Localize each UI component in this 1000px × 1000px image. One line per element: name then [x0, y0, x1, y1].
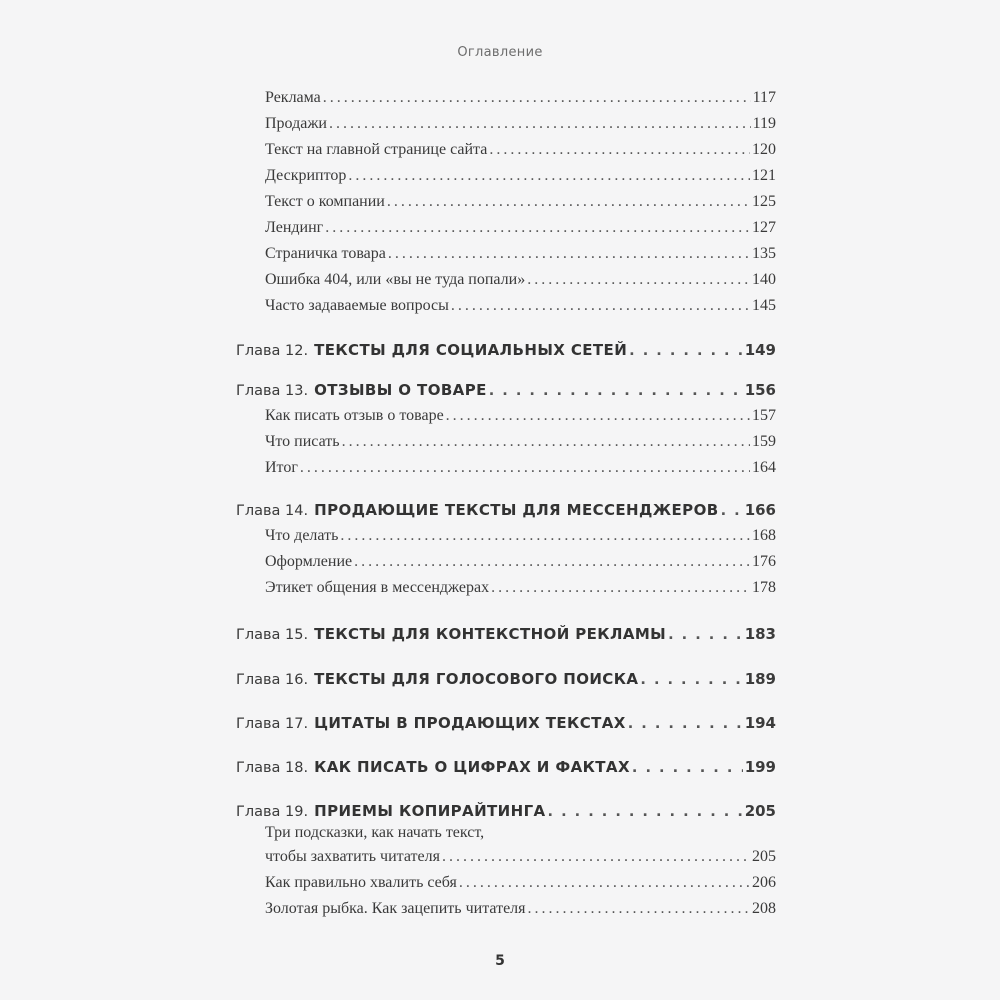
dot-leader: [354, 553, 750, 571]
dot-leader: [629, 343, 743, 359]
entry-title: Часто задаваемые вопросы: [265, 297, 449, 314]
entry-title: Лендинг: [265, 219, 324, 236]
entry-title: Золотая рыбка. Как зацепить читателя: [265, 900, 526, 917]
entry-page: 159: [752, 433, 776, 450]
entry-title: Страничка товара: [265, 245, 386, 262]
chapter-label: Глава 15.: [236, 627, 309, 643]
dot-leader: [323, 89, 751, 107]
toc-entry: [236, 189, 776, 215]
entry-page: 127: [752, 219, 776, 236]
chapter-title: ЦИТАТЫ В ПРОДАЮЩИХ ТЕКСТАХ: [314, 714, 626, 732]
chapter-label: Глава 13.: [236, 383, 309, 399]
toc-chapter-entry: [236, 647, 776, 692]
page-number: 5: [495, 953, 505, 969]
entry-page: 178: [752, 579, 776, 596]
dot-leader: [668, 627, 743, 643]
toc-entry: [236, 163, 776, 189]
chapter-title: ОТЗЫВЫ О ТОВАРЕ: [314, 381, 487, 399]
dot-leader: [451, 297, 750, 315]
toc-entry: [236, 523, 776, 549]
toc-chapter-entry: [236, 481, 776, 523]
entry-page: 199: [744, 758, 776, 776]
table-of-contents: [236, 85, 776, 922]
entry-title: чтобы захватить читателя: [265, 848, 440, 865]
dot-leader: [300, 459, 750, 477]
chapter-title: ПРИЕМЫ КОПИРАЙТИНГА: [314, 802, 546, 820]
toc-entry: [236, 403, 776, 429]
toc-entry: [236, 293, 776, 319]
toc-entry: [236, 575, 776, 601]
entry-page: 117: [752, 89, 776, 106]
entry-page: 145: [752, 297, 776, 314]
chapter-title: ПРОДАЮЩИЕ ТЕКСТЫ ДЛЯ МЕССЕНДЖЕРОВ: [314, 501, 719, 519]
entry-page: 140: [752, 271, 776, 288]
entry-title: Продажи: [265, 115, 327, 132]
toc-entry: [236, 267, 776, 293]
dot-leader: [528, 900, 750, 918]
entry-title: Итог: [265, 459, 298, 476]
toc-entry: [236, 215, 776, 241]
entry-title: Текст о компании: [265, 193, 385, 210]
dot-leader: [548, 804, 743, 820]
entry-title: Как писать отзыв о товаре: [265, 407, 444, 424]
chapter-label: Глава 18.: [236, 760, 309, 776]
dot-leader: [632, 760, 743, 776]
entry-title-line1: Три подсказки, как начать текст,: [265, 824, 485, 841]
chapter-label: Глава 16.: [236, 672, 309, 688]
toc-chapter-entry: [236, 319, 776, 363]
dot-leader: [329, 115, 751, 133]
dot-leader: [489, 141, 750, 159]
toc-chapter-entry: [236, 363, 776, 403]
toc-entry: [236, 549, 776, 575]
dot-leader: [527, 271, 750, 289]
dot-leader: [628, 716, 743, 732]
toc-entry: [236, 85, 776, 111]
dot-leader: [721, 503, 743, 519]
toc-entry: [236, 455, 776, 481]
chapter-label: Глава 14.: [236, 503, 309, 519]
toc-entry: [236, 111, 776, 137]
entry-title: Текст на главной странице сайта: [265, 141, 488, 158]
entry-page: 157: [752, 407, 776, 424]
chapter-title: ТЕКСТЫ ДЛЯ СОЦИАЛЬНЫХ СЕТЕЙ: [314, 341, 628, 359]
chapter-title: ТЕКСТЫ ДЛЯ ГОЛОСОВОГО ПОИСКА: [314, 670, 639, 688]
chapter-title: КАК ПИСАТЬ О ЦИФРАХ И ФАКТАХ: [314, 758, 630, 776]
entry-page: 119: [752, 115, 776, 132]
toc-entry: [236, 429, 776, 455]
entry-page: 121: [752, 167, 776, 184]
chapter-label: Глава 12.: [236, 343, 309, 359]
toc-entry: [236, 137, 776, 163]
toc-entry: [236, 241, 776, 267]
entry-title: Как правильно хвалить себя: [265, 874, 457, 891]
dot-leader: [348, 167, 750, 185]
entry-page: 125: [752, 193, 776, 210]
dot-leader: [442, 848, 750, 866]
entry-page: 120: [752, 141, 776, 158]
entry-page: 168: [752, 527, 776, 544]
entry-page: 208: [752, 900, 776, 917]
entry-title: Этикет общения в мессенджерах: [265, 579, 490, 596]
toc-entry: [236, 870, 776, 896]
entry-page: 205: [744, 802, 776, 820]
entry-title: Что делать: [265, 527, 339, 544]
toc-entry: [236, 824, 776, 870]
toc-chapter-entry: [236, 692, 776, 736]
dot-leader: [342, 433, 750, 451]
entry-title: Ошибка 404, или «вы не туда попали»: [265, 271, 526, 288]
dot-leader: [325, 219, 750, 237]
toc-chapter-entry: [236, 780, 776, 824]
dot-leader: [446, 407, 750, 425]
entry-title: Что писать: [265, 433, 340, 450]
dot-leader: [640, 672, 742, 688]
entry-page: 156: [744, 381, 776, 399]
dot-leader: [387, 193, 750, 211]
toc-chapter-entry: [236, 601, 776, 647]
dot-leader: [491, 579, 750, 597]
entry-page: 206: [752, 874, 776, 891]
running-head: Оглавление: [457, 45, 543, 60]
chapter-label: Глава 19.: [236, 804, 309, 820]
toc-entry: [236, 896, 776, 922]
chapter-label: Глава 17.: [236, 716, 309, 732]
entry-page: 149: [744, 341, 776, 359]
entry-page: 176: [752, 553, 776, 570]
entry-title: Оформление: [265, 553, 353, 570]
entry-title: Дескриптор: [265, 167, 347, 184]
entry-page: 205: [752, 848, 776, 865]
entry-page: 189: [744, 670, 776, 688]
toc-chapter-entry: [236, 736, 776, 780]
dot-leader: [388, 245, 750, 263]
entry-page: 164: [752, 459, 776, 476]
entry-page: 166: [744, 501, 776, 519]
dot-leader: [459, 874, 750, 892]
chapter-title: ТЕКСТЫ ДЛЯ КОНТЕКСТНОЙ РЕКЛАМЫ: [314, 625, 667, 643]
dot-leader: [340, 527, 750, 545]
entry-title: Реклама: [265, 89, 321, 106]
entry-page: 183: [744, 625, 776, 643]
entry-page: 194: [744, 714, 776, 732]
entry-page: 135: [752, 245, 776, 262]
dot-leader: [489, 383, 743, 399]
